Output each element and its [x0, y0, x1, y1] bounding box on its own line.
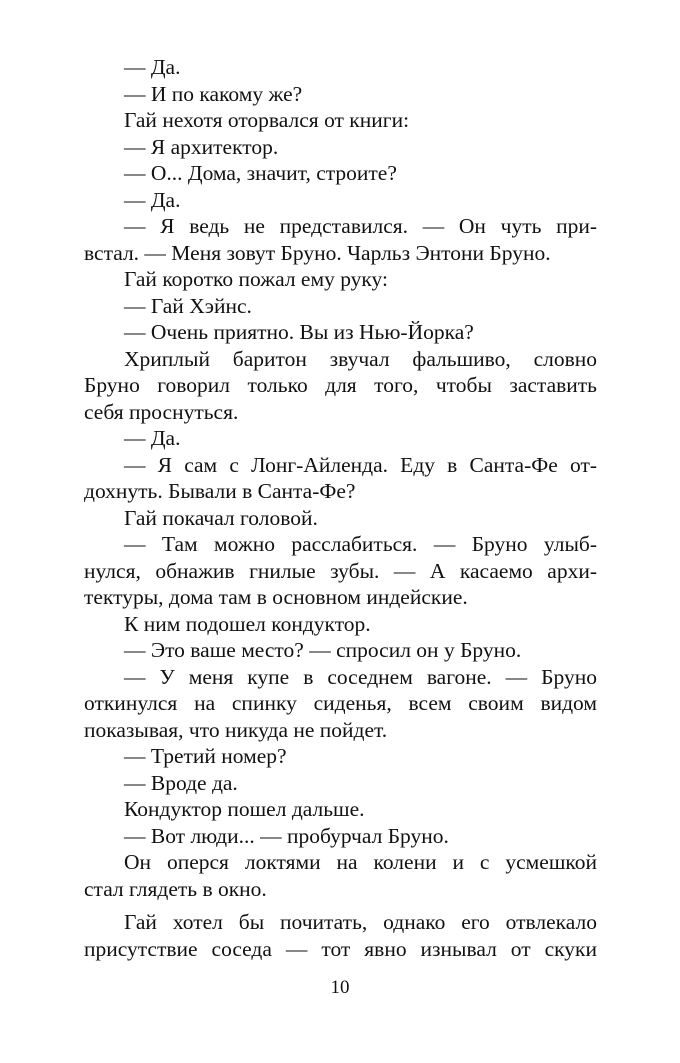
paragraph-line: — Вроде да. — [124, 770, 238, 795]
paragraph-line: — Третий номер? — [124, 744, 287, 768]
paragraph-line: — У меня купе в соседнем вагоне. — Бруно — [124, 664, 597, 689]
page-number: 10 — [330, 977, 350, 998]
paragraph-line: присутствие соседа — тот явно изнывал от скуки — [84, 936, 597, 961]
paragraph-line: — Я архитектор. — [124, 134, 279, 159]
paragraph-line: Он оперся локтями на колени и с усмешкой — [124, 850, 597, 874]
paragraph-line: Гай покачал головой. — [124, 505, 318, 530]
paragraph-line: Гай хотел бы почитать, однако его отвлекало — [124, 910, 597, 934]
paragraph-line: К ним подошел кондуктор. — [124, 611, 371, 636]
paragraph-line: Хриплый баритон звучал фальшиво, словно — [124, 346, 597, 371]
paragraph-line: — Я сам с Лонг-Айленда. Еду в Санта-Фе от- — [124, 452, 597, 477]
paragraph-line: Кондуктор пошел дальше. — [124, 797, 365, 821]
paragraph-line: — Гай Хэйнс. — [124, 293, 252, 318]
paragraph-line: — Очень приятно. Вы из Нью-Йорка? — [124, 320, 474, 344]
paragraph-line: — Вот люди... — пробурчал Бруно. — [124, 823, 449, 848]
paragraph-line: нулся, обнажив гнилые зубы. — А касаемо архи- — [84, 558, 597, 583]
paragraph-line: дохнуть. Бывали в Санта-Фе? — [84, 479, 356, 503]
paragraph-line: — Я ведь не представился. — Он чуть при- — [124, 214, 597, 238]
paragraph-line: Бруно говорил только для того, чтобы заставить — [84, 373, 597, 397]
paragraph-line: — О... Дома, значит, строите? — [124, 161, 397, 185]
paragraph-line: показывая, что никуда не пойдет. — [84, 717, 388, 742]
paragraph-line: — И по какому же? — [124, 81, 303, 106]
paragraph-line: — Да. — [124, 426, 181, 450]
paragraph-line: Гай нехотя оторвался от книги: — [124, 108, 410, 132]
paragraph-line: — Это ваше место? — спросил он у Бруно. — [124, 638, 522, 662]
paragraph-line: — Там можно расслабиться. — Бруно улыб- — [124, 532, 597, 556]
paragraph-line: себя проснуться. — [84, 399, 239, 424]
body-text — [84, 54, 597, 962]
paragraph-line: — Да. — [124, 55, 181, 79]
paragraph-line: — Да. — [124, 187, 181, 212]
paragraph-line: тектуры, дома там в основном индейские. — [84, 585, 468, 609]
paragraph-line: Гай коротко пожал ему руку: — [124, 267, 388, 291]
paragraph-line: откинулся на спинку сиденья, всем своим видом — [84, 691, 597, 715]
paragraph-line: стал глядеть в окно. — [84, 876, 267, 901]
paragraph-line: встал. — Меня зовут Бруно. Чарльз Энтони Бруно. — [84, 240, 551, 265]
